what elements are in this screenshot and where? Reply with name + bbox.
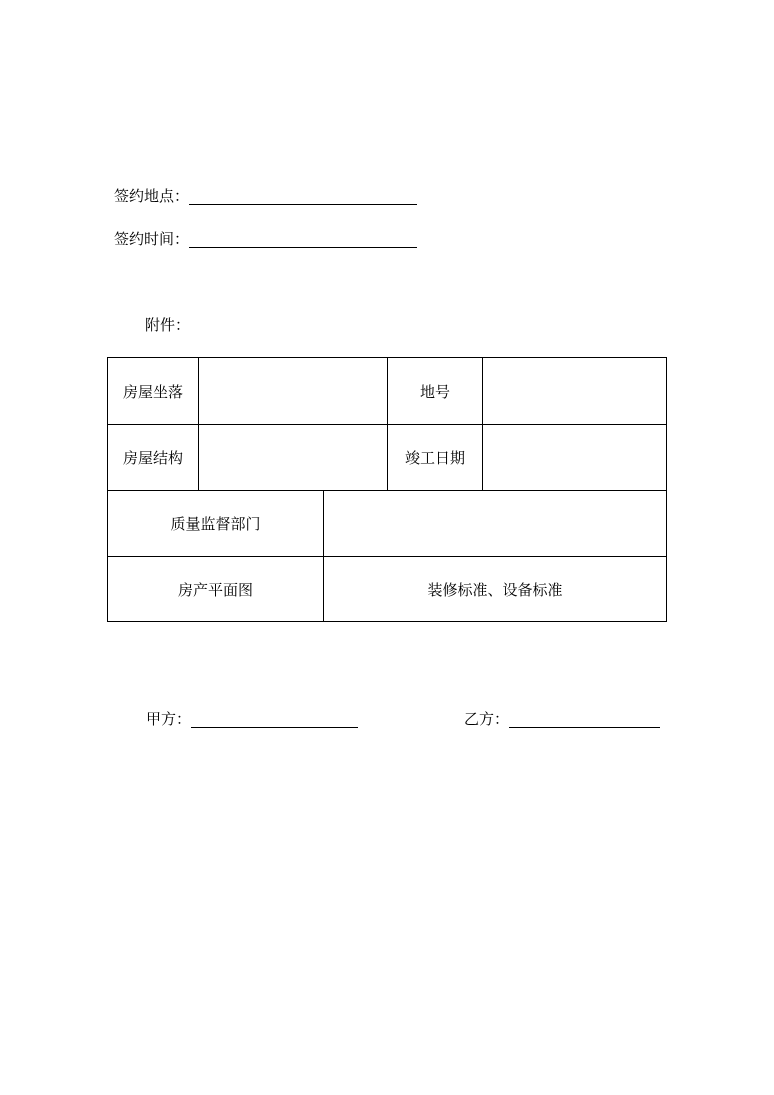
- floor-plan-label: 房产平面图: [177, 580, 253, 599]
- house-structure-label: 房屋结构: [122, 449, 183, 467]
- party-b-row: [464, 710, 660, 728]
- signing-place-blank[interactable]: [189, 188, 417, 205]
- completion-date-value[interactable]: [483, 425, 666, 490]
- house-location-value[interactable]: [199, 358, 387, 424]
- party-a-row: [146, 710, 358, 728]
- house-location-label: 房屋坐落: [122, 382, 183, 401]
- attachment-label: 附件：: [145, 316, 191, 334]
- party-a-blank[interactable]: [191, 711, 358, 728]
- completion-date-label: 竣工日期: [404, 449, 465, 467]
- party-a-label: 甲方：: [146, 710, 192, 728]
- decoration-equipment-standards-label: 装修标准、设备标准: [427, 580, 563, 599]
- lot-number-label: 地号: [419, 382, 450, 401]
- signing-time-label: 签约时间：: [114, 230, 190, 248]
- signing-time-blank[interactable]: [189, 231, 417, 248]
- signing-place-label: 签约地点：: [114, 187, 190, 205]
- signing-place-row: [114, 187, 417, 205]
- party-b-blank[interactable]: [509, 711, 660, 728]
- party-b-label: 乙方：: [464, 710, 510, 728]
- lot-number-value[interactable]: [483, 358, 666, 424]
- house-structure-value[interactable]: [199, 425, 387, 490]
- signing-time-row: [114, 230, 417, 248]
- attachment-table: [107, 357, 667, 622]
- quality-supervision-value[interactable]: [324, 491, 666, 556]
- quality-supervision-label: 质量监督部门: [170, 515, 261, 533]
